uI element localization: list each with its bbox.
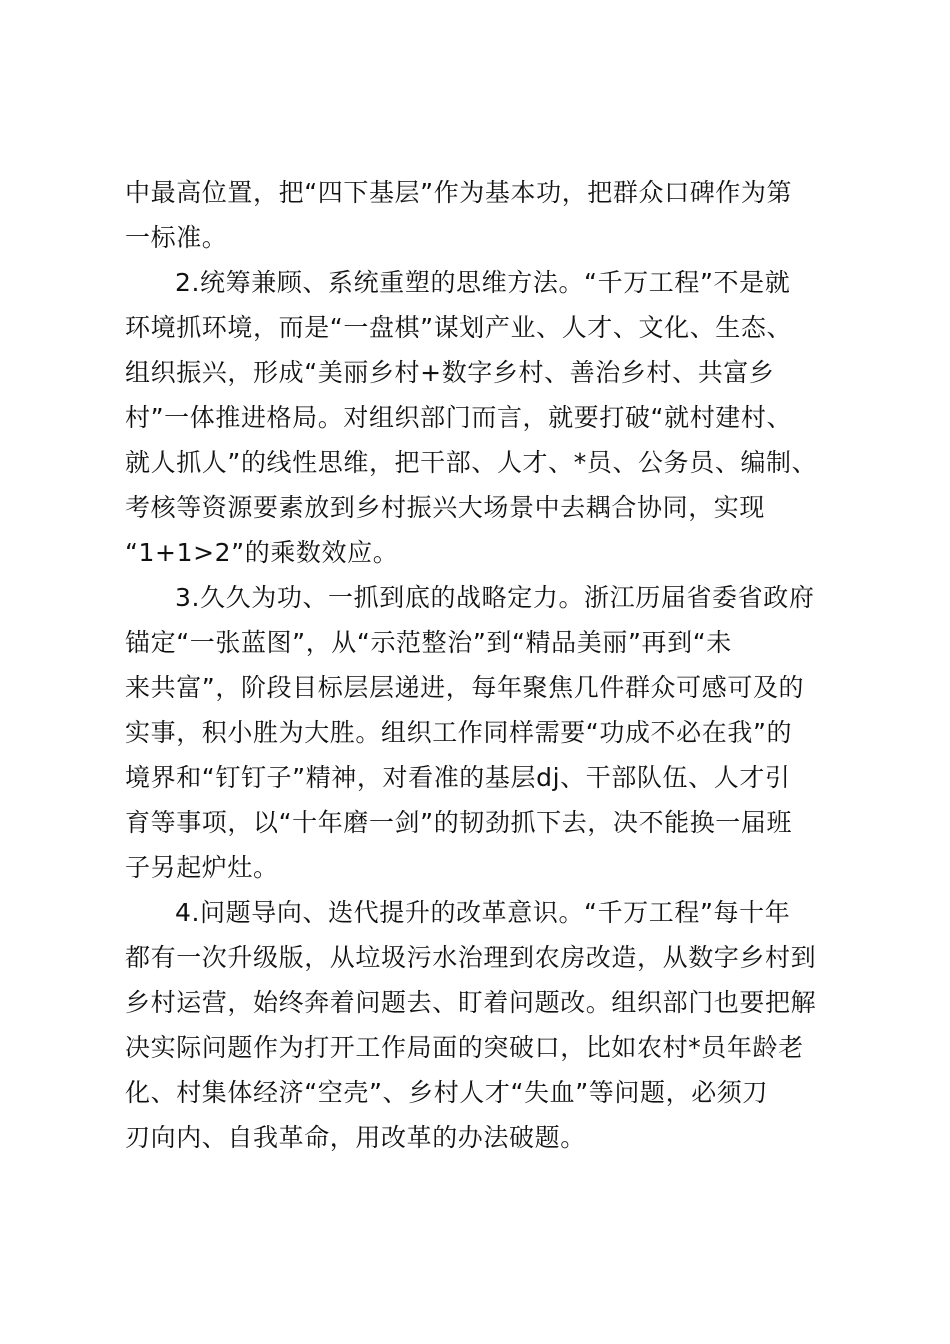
text-line: 来共富”，阶段目标层层递进，每年聚焦几件群众可感可及的 [125, 673, 805, 702]
text-line: 化、村集体经济“空壳”、乡村人才“失血”等问题，必须刀 [125, 1078, 769, 1107]
text-line: 中最高位置，把“四下基层”作为基本功，把群众口碑作为第 [125, 178, 793, 207]
text-line: 锚定“一张蓝图”，从“示范整治”到“精品美丽”再到“未 [125, 628, 732, 657]
paragraph-continuation [125, 170, 837, 260]
text-line: 乡村运营，始终奔着问题去、盯着问题改。组织部门也要把解 [125, 988, 817, 1017]
text-line: 2.统筹兼顾、系统重塑的思维方法。“千万工程”不是就 [175, 268, 791, 297]
paragraph-reform-awareness [125, 890, 837, 1160]
text-line: 组织振兴，形成“美丽乡村+数字乡村、善治乡村、共富乡 [125, 358, 775, 387]
text-line: 就人抓人”的线性思维，把干部、人才、*员、公务员、编制、 [125, 448, 818, 477]
text-line: 都有一次升级版，从垃圾污水治理到农房改造，从数字乡村到 [125, 943, 817, 972]
text-line: 育等事项，以“十年磨一剑”的韧劲抓下去，决不能换一届班 [125, 808, 793, 837]
text-line: 考核等资源要素放到乡村振兴大场景中去耦合协同，实现 [125, 493, 766, 522]
body-text [125, 170, 837, 1160]
text-line: 一标准。 [125, 223, 228, 252]
text-line: 4.问题导向、迭代提升的改革意识。“千万工程”每十年 [175, 898, 791, 927]
text-line: 决实际问题作为打开工作局面的突破口，比如农村*员年龄老 [125, 1033, 804, 1062]
text-line: 3.久久为功、一抓到底的战略定力。浙江历届省委省政府 [175, 583, 815, 612]
text-line: “1+1>2”的乘数效应。 [125, 538, 399, 567]
text-line: 村”一体推进格局。对组织部门而言，就要打破“就村建村、 [125, 403, 793, 432]
paragraph-thinking-method [125, 260, 837, 575]
text-line: 境界和“钉钉子”精神，对看准的基层dj、干部队伍、人才引 [125, 763, 791, 792]
text-line: 环境抓环境，而是“一盘棋”谋划产业、人才、文化、生态、 [125, 313, 793, 342]
text-line: 刃向内、自我革命，用改革的办法破题。 [125, 1123, 586, 1152]
text-line: 子另起炉灶。 [125, 853, 279, 882]
text-line: 实事，积小胜为大胜。组织工作同样需要“功成不必在我”的 [125, 718, 793, 747]
paragraph-strategic-focus [125, 575, 837, 890]
